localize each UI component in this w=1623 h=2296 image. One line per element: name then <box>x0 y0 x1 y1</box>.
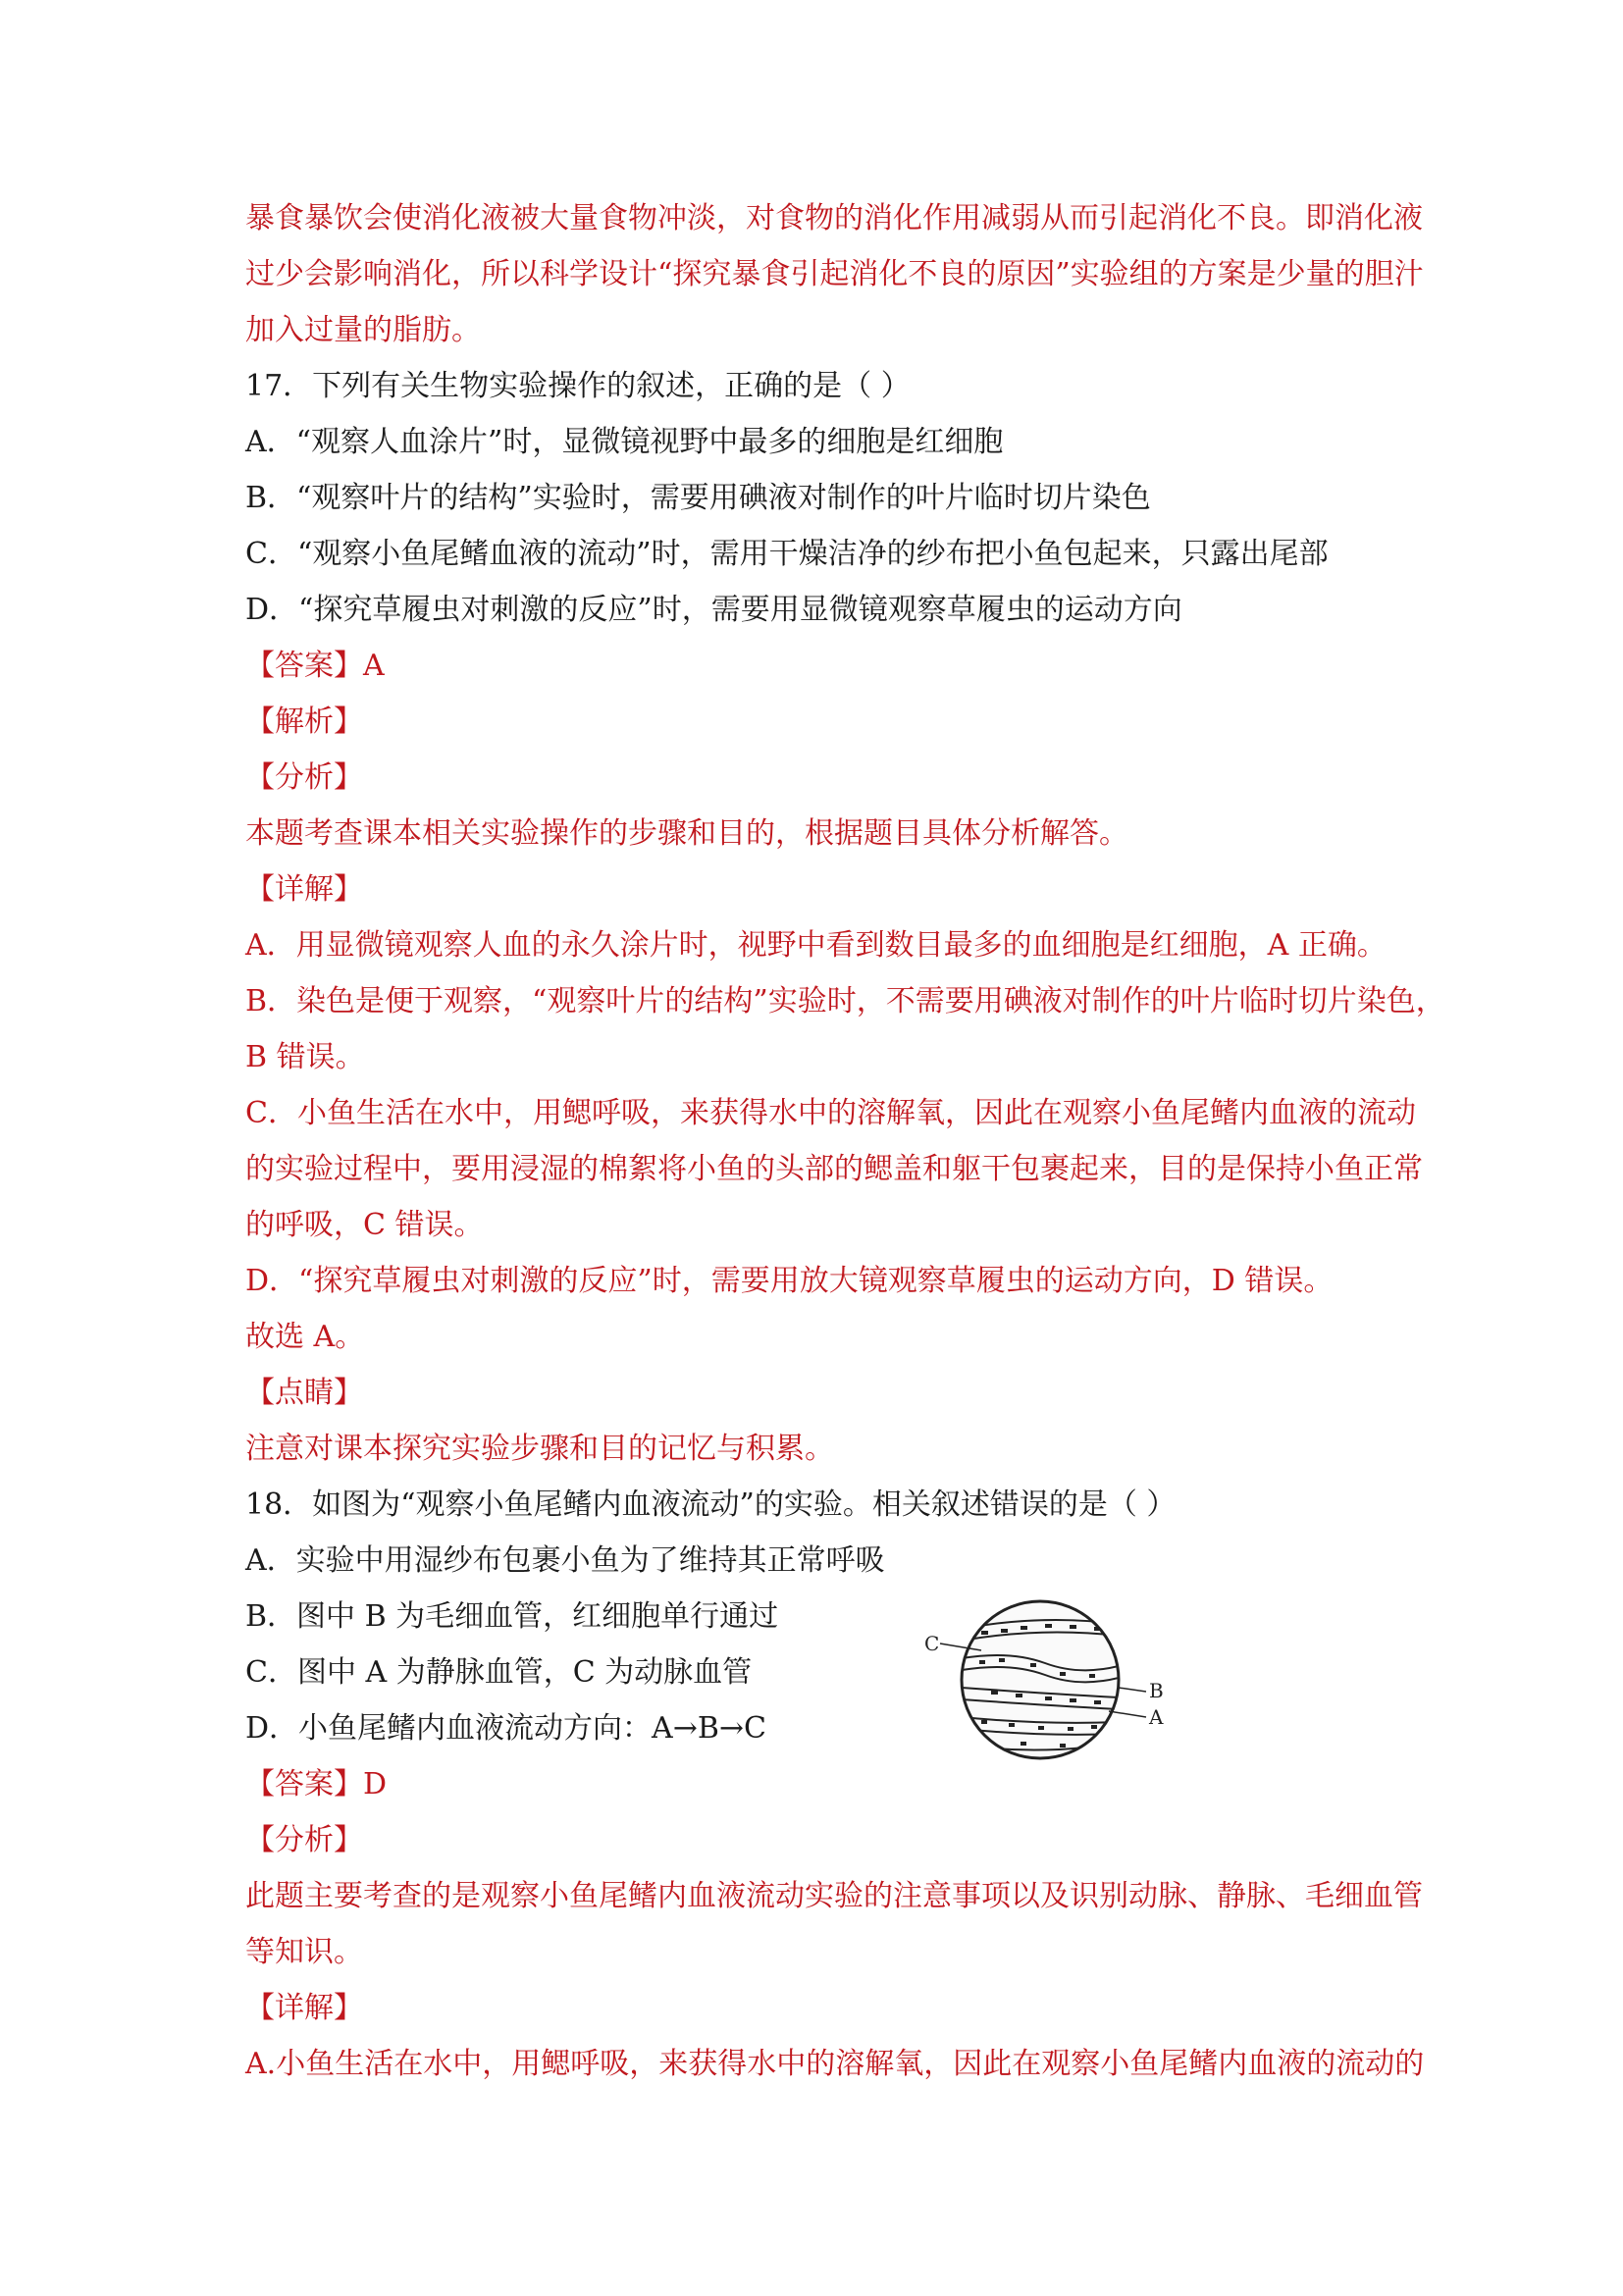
fish-tail-blood-flow-figure <box>922 1590 1187 1776</box>
q17-answer-label: 【答案】 <box>245 649 363 683</box>
q17-answer <box>245 647 1384 686</box>
q18-stem: 18．如图为“观察小鱼尾鳍内血液流动”的实验。相关叙述错误的是（ ） <box>245 1487 1177 1522</box>
intro-line-2: 过少会影响消化，所以科学设计“探究暴食引起消化不良的原因”实验组的方案是少量的胆汁 <box>245 257 1424 291</box>
q17-stem: 17．下列有关生物实验操作的叙述，正确的是（ ） <box>245 369 911 403</box>
q17-xiangjie-line-5: 的实验过程中，要用浸湿的棉絮将小鱼的头部的鳃盖和躯干包裹起来，目的是保持小鱼正常 <box>245 1152 1423 1186</box>
q18-xiangjie-label: 【详解】 <box>245 1991 363 2025</box>
q17-xiangjie-line-1: A．用显微镜观察人血的永久涂片时，视野中看到数目最多的血细胞是红细胞，A 正确。 <box>245 928 1387 963</box>
q18-fenxi-label: 【分析】 <box>245 1823 363 1857</box>
q17-option-c: C．“观察小鱼尾鳍血液的流动”时，需用干燥洁净的纱布把小鱼包起来，只露出尾部 <box>245 537 1329 571</box>
q17-option-d: D．“探究草履虫对刺激的反应”时，需要用显微镜观察草履虫的运动方向 <box>245 593 1182 627</box>
q17-xiangjie-line-8: 故选 A。 <box>245 1320 365 1354</box>
q17-jiexi-label: 【解析】 <box>245 704 363 739</box>
q17-fenxi-label: 【分析】 <box>245 760 363 795</box>
q18-option-b: B．图中 B 为毛细血管，红细胞单行通过 <box>245 1599 779 1634</box>
q17-option-a: A．“观察人血涂片”时，显微镜视野中最多的细胞是红细胞 <box>245 425 1004 459</box>
q17-xiangjie-label: 【详解】 <box>245 872 363 907</box>
q18-option-a: A．实验中用湿纱布包裹小鱼为了维持其正常呼吸 <box>245 1543 885 1578</box>
q17-dianjing-text: 注意对课本探究实验步骤和目的记忆与积累。 <box>245 1432 834 1466</box>
q18-option-c: C．图中 A 为静脉血管，C 为动脉血管 <box>245 1655 753 1690</box>
q17-xiangjie-line-2: B．染色是便于观察，“观察叶片的结构”实验时，不需要用碘液对制作的叶片临时切片染色， <box>245 984 1445 1018</box>
q17-xiangjie-line-4: C．小鱼生活在水中，用鳃呼吸，来获得水中的溶解氧，因此在观察小鱼尾鳍内血液的流动 <box>245 1096 1416 1130</box>
q18-answer <box>245 1765 1384 1804</box>
figure-label-c: C <box>924 1632 940 1655</box>
q17-xiangjie-line-7: D．“探究草履虫对刺激的反应”时，需要用放大镜观察草履虫的运动方向，D 错误。 <box>245 1264 1334 1298</box>
q18-answer-label: 【答案】 <box>245 1767 363 1801</box>
q18-fenxi-line-2: 等知识。 <box>245 1935 363 1969</box>
q17-xiangjie-line-3: B 错误。 <box>245 1040 365 1074</box>
q18-fenxi-line-1: 此题主要考查的是观察小鱼尾鳍内血液流动实验的注意事项以及识别动脉、静脉、毛细血管 <box>245 1879 1423 1913</box>
q18-xiangjie-line-1: A.小鱼生活在水中，用鳃呼吸，来获得水中的溶解氧，因此在观察小鱼尾鳍内血液的流动的 <box>245 2047 1425 2081</box>
q17-answer-value: A <box>363 649 385 683</box>
q18-option-d: D．小鱼尾鳍内血液流动方向：A→B→C <box>245 1711 766 1746</box>
figure-label-a: A <box>1149 1705 1164 1729</box>
q18-answer-value: D <box>363 1767 388 1801</box>
q17-dianjing-label: 【点睛】 <box>245 1376 363 1410</box>
q17-fenxi-text: 本题考查课本相关实验操作的步骤和目的，根据题目具体分析解答。 <box>245 816 1128 851</box>
figure-label-b: B <box>1149 1679 1164 1702</box>
q17-xiangjie-line-6: 的呼吸，C 错误。 <box>245 1208 484 1242</box>
intro-line-3: 加入过量的脂肪。 <box>245 313 481 347</box>
intro-line-1: 暴食暴饮会使消化液被大量食物冲淡，对食物的消化作用减弱从而引起消化不良。即消化液 <box>245 201 1423 235</box>
q17-option-b: B．“观察叶片的结构”实验时，需要用碘液对制作的叶片临时切片染色 <box>245 481 1151 515</box>
